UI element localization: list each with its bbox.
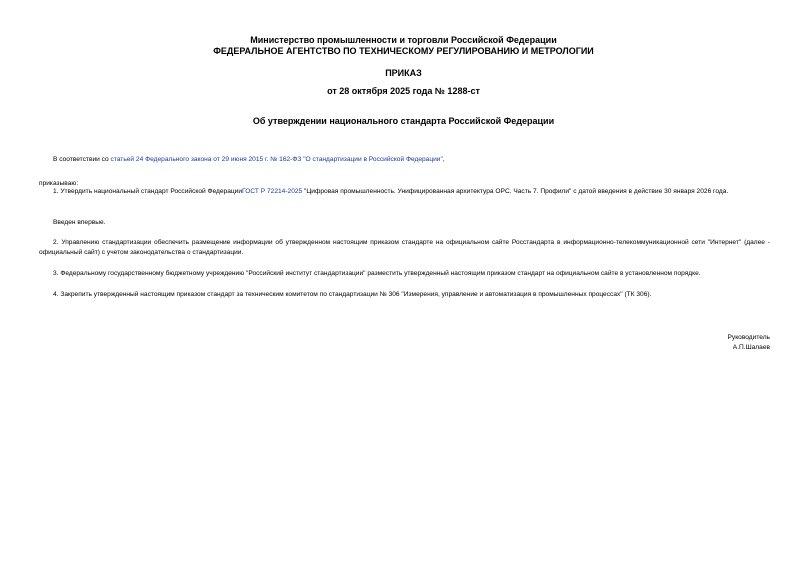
- item-1-paragraph: [39, 187, 770, 197]
- item-4-paragraph: 4. Закрепить утвержденный настоящим приказом стандарт за техническим комитетом по стандартизации № 306 "Измерения, управление и автоматизация в промышленных процессах" (ТК 306).: [53, 291, 652, 298]
- item-1-prefix: 1. Утвердить национальный стандарт Российской Федерации: [53, 188, 243, 195]
- signature-name: А.П.Шалаев: [732, 344, 770, 351]
- intro-paragraph: [39, 155, 770, 165]
- first-introduced-note: Введен впервые.: [53, 219, 106, 226]
- document-subject: Об утверждении национального стандарта Российской Федерации: [252, 116, 555, 126]
- document-date-number: от 28 октября 2025 года № 1288-ст: [327, 86, 480, 96]
- item-3-paragraph: 3. Федеральному государственному бюджетному учреждению "Российский институт стандартизации" разместить утвержденный настоящим приказом стандарт на официальном сайте в установленном порядке.: [53, 270, 701, 277]
- agency-title: ФЕДЕРАЛЬНОЕ АГЕНТСТВО ПО ТЕХНИЧЕСКОМУ РЕГУЛИРОВАНИЮ И МЕТРОЛОГИИ: [213, 46, 594, 56]
- signature-title: Руководитель: [727, 334, 770, 341]
- ministry-title: Министерство промышленности и торговли Российской Федерации: [250, 35, 557, 45]
- intro-suffix: ,: [442, 156, 445, 163]
- federal-law-link[interactable]: статьей 24 Федерального закона от 29 июня 2015 г. № 162-ФЗ "О стандартизации в Российской Федерации": [110, 156, 443, 163]
- intro-prefix: В соответствии со: [53, 156, 111, 163]
- order-word: приказываю:: [39, 180, 79, 187]
- document-type: ПРИКАЗ: [385, 68, 422, 78]
- item-1-suffix: "Цифровая промышленность. Унифицированная архитектура OPC. Часть 7. Профили" с датой введения в действие 30 января 2026 года.: [302, 188, 729, 195]
- item-2-paragraph: 2. Управлению стандартизации обеспечить размещение информации об утвержденном настоящим приказом стандарте на официальном сайте Росстандарта в информационно-телекоммуникационной сети "Интернет" (далее - официальный сайт) с учетом законодательства о стандартизации.: [39, 239, 770, 256]
- gost-standard-link[interactable]: ГОСТ Р 72214-2025: [242, 188, 303, 195]
